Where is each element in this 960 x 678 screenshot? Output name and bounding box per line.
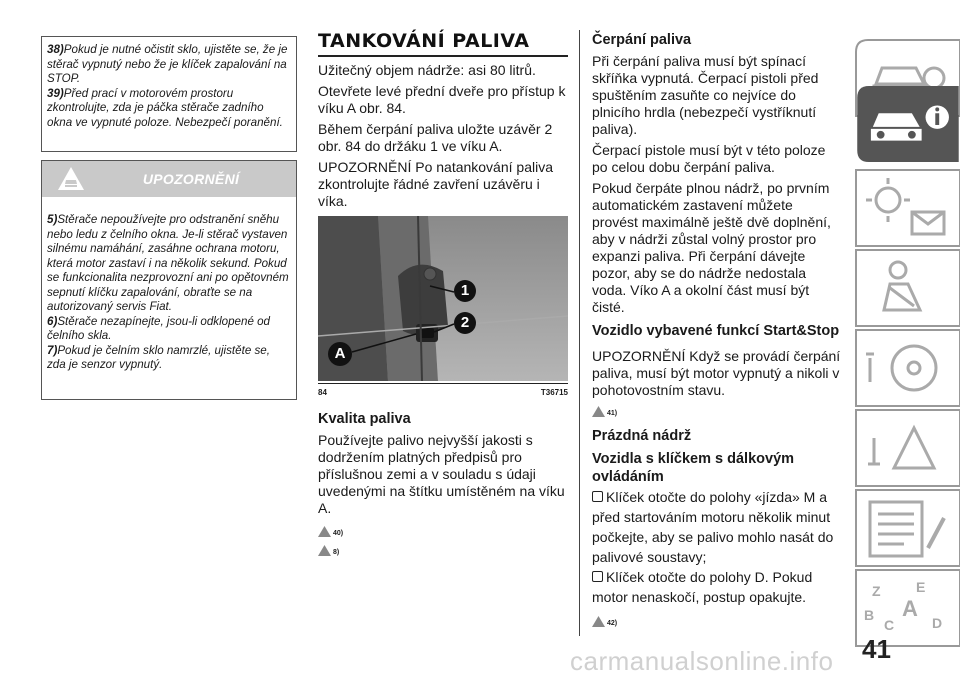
checkbox-bullet-icon — [592, 571, 603, 582]
svg-text:D: D — [932, 615, 943, 631]
para-cap-holder: Během čerpání paliva uložte uzávěr 2 obr. 84 do držáku 1 ve víku A. — [318, 121, 553, 154]
figure-code: T36715 — [540, 388, 568, 397]
para-capacity: Užitečný objem nádrže: asi 80 litrů. — [318, 62, 536, 78]
notes-box-top — [41, 36, 297, 152]
right-column — [592, 31, 842, 627]
ref-8: 8) — [318, 542, 568, 556]
warning-car-icon — [56, 164, 86, 194]
page-number: 41 — [862, 634, 891, 664]
figure-rule — [318, 383, 568, 384]
maintenance-icon — [854, 488, 960, 568]
driving-icon — [854, 328, 960, 408]
warning-triangle-icon — [318, 526, 331, 537]
figure-caption — [318, 388, 568, 397]
warning-title: UPOZORNĚNÍ — [142, 171, 240, 187]
warning-header — [42, 161, 296, 197]
section-title: TANKOVÁNÍ PALIVA — [318, 30, 530, 52]
sidebar-item-maintenance[interactable] — [854, 488, 960, 568]
quality-section — [318, 410, 568, 556]
heading-key-remote: Vozidla s klíčkem s dálkovým ovládáním — [592, 451, 795, 485]
warning-triangle-icon — [592, 406, 605, 417]
note-7: 7)Pokud je čelním sklo namrzlé, ujistěte se, zda je senzor vypnutý. — [47, 343, 270, 371]
figure-number: 84 — [318, 388, 327, 397]
heading-start-stop: Vozidlo vybavené funkcí Start&Stop — [592, 323, 840, 339]
heading-empty-tank: Prázdná nádrž — [592, 428, 692, 444]
safety-icon — [854, 248, 960, 328]
svg-text:E: E — [916, 579, 926, 595]
warning-car-icon — [318, 545, 331, 556]
callout-a: A — [328, 342, 352, 366]
column-divider — [579, 30, 580, 636]
para-pump-3: Pokud čerpáte plnou nádrž, po prvním automatickém zastavení můžete provést maximálně ještě dvě doplnění, aby v nádrži zůstal volný prostor pro expanzi paliva. Při čerpání dávejte pozor, aby se do nádrže nedostala voda. Víko A a okolní část musí být čisté. — [592, 180, 831, 315]
para-fuel-quality: Používejte palivo nejvyšší jakosti s dodržením platných předpisů pro příslušnou zemi a v souladu s údaji uvedenými na štítku umístěném na víku A. — [318, 432, 565, 516]
note-39: 39)Před prací v motorovém prostoru zkontrolujte, zda je páčka stěrače zadního okna ve vypnuté poloze. Nebezpečí poranění. — [47, 86, 283, 129]
step-1: Klíček otočte do polohy «jízda» M a před startováním motoru několik minut počkejte, aby se palivo mohlo nasát do palivové soustavy; — [592, 489, 834, 565]
svg-text:A: A — [902, 596, 918, 621]
note-38: 38)Pokud je nutné očistit sklo, ujistěte se, že je stěrač vypnutý nebo že je klíček zapalování na STOP. — [47, 43, 288, 85]
sidebar-item-driving[interactable] — [854, 328, 960, 408]
note-6: 6)Stěrače nezapínejte, jsou-li odklopené od čelního skla. — [47, 314, 271, 342]
para-warning: UPOZORNĚNÍ Po natankování paliva zkontrolujte řádné zavření uzávěru i víka. — [318, 159, 553, 209]
callout-lines — [318, 216, 568, 381]
svg-text:Z: Z — [872, 583, 881, 599]
intro-text — [318, 62, 568, 214]
warning-triangle-icon — [592, 616, 605, 627]
step-2: Klíček otočte do polohy D. Pokud motor nenaskočí, postup opakujte. — [592, 569, 813, 605]
para-start-stop: UPOZORNĚNÍ Když se provádí čerpání paliva, musí být motor vypnutý a nikoli v pohotovostním stavu. — [592, 348, 841, 398]
ref-41: 41) — [592, 403, 842, 417]
car-info-icon — [854, 84, 960, 164]
sidebar-item-car-info[interactable] — [854, 84, 960, 166]
figure-84 — [318, 216, 568, 381]
para-pump-1: Při čerpání paliva musí být spínací skříňka vypnutá. Čerpací pistoli před spuštěním zasuňte co nejvíce do plnicího hrdla (nebezpečí vystříknutí paliva). — [592, 53, 819, 137]
title-underline — [318, 55, 568, 57]
emergency-icon — [854, 408, 960, 488]
note-5: 5)Stěrače nepoužívejte pro odstranění sněhu nebo ledu z čelního okna. Je-li stěrač vystaven silnému namáhání, zasáhne ochrana motoru, která motor zastaví i na několik sekund. Pokud se funkcionalita nezprovozní ani po opětovném sepnutí klíčku zapalování, obraťte se na autorizovaný servis Fiat. — [47, 213, 289, 313]
warning-box — [41, 160, 297, 400]
sidebar-item-safety[interactable] — [854, 248, 960, 328]
heading-pumping: Čerpání paliva — [592, 32, 692, 48]
sidebar-item-warning-lights[interactable] — [854, 168, 960, 248]
warning-lights-icon — [854, 168, 960, 248]
heading-fuel-quality: Kvalita paliva — [318, 411, 411, 427]
svg-text:B: B — [864, 607, 875, 623]
watermark: carmanualsonline.info — [570, 646, 834, 676]
callout-1: 1 — [454, 280, 476, 302]
para-open-door: Otevřete levé přední dveře pro přístup k víku A obr. 84. — [318, 83, 566, 116]
callout-2: 2 — [454, 312, 476, 334]
svg-text:C: C — [884, 617, 895, 633]
sidebar-item-emergency[interactable] — [854, 408, 960, 488]
checkbox-bullet-icon — [592, 491, 603, 502]
ref-40: 40) — [318, 523, 568, 537]
para-pump-2: Čerpací pistole musí být v této poloze po celou dobu čerpání paliva. — [592, 142, 826, 175]
section-title-block — [318, 30, 568, 57]
ref-42: 42) — [592, 613, 842, 627]
